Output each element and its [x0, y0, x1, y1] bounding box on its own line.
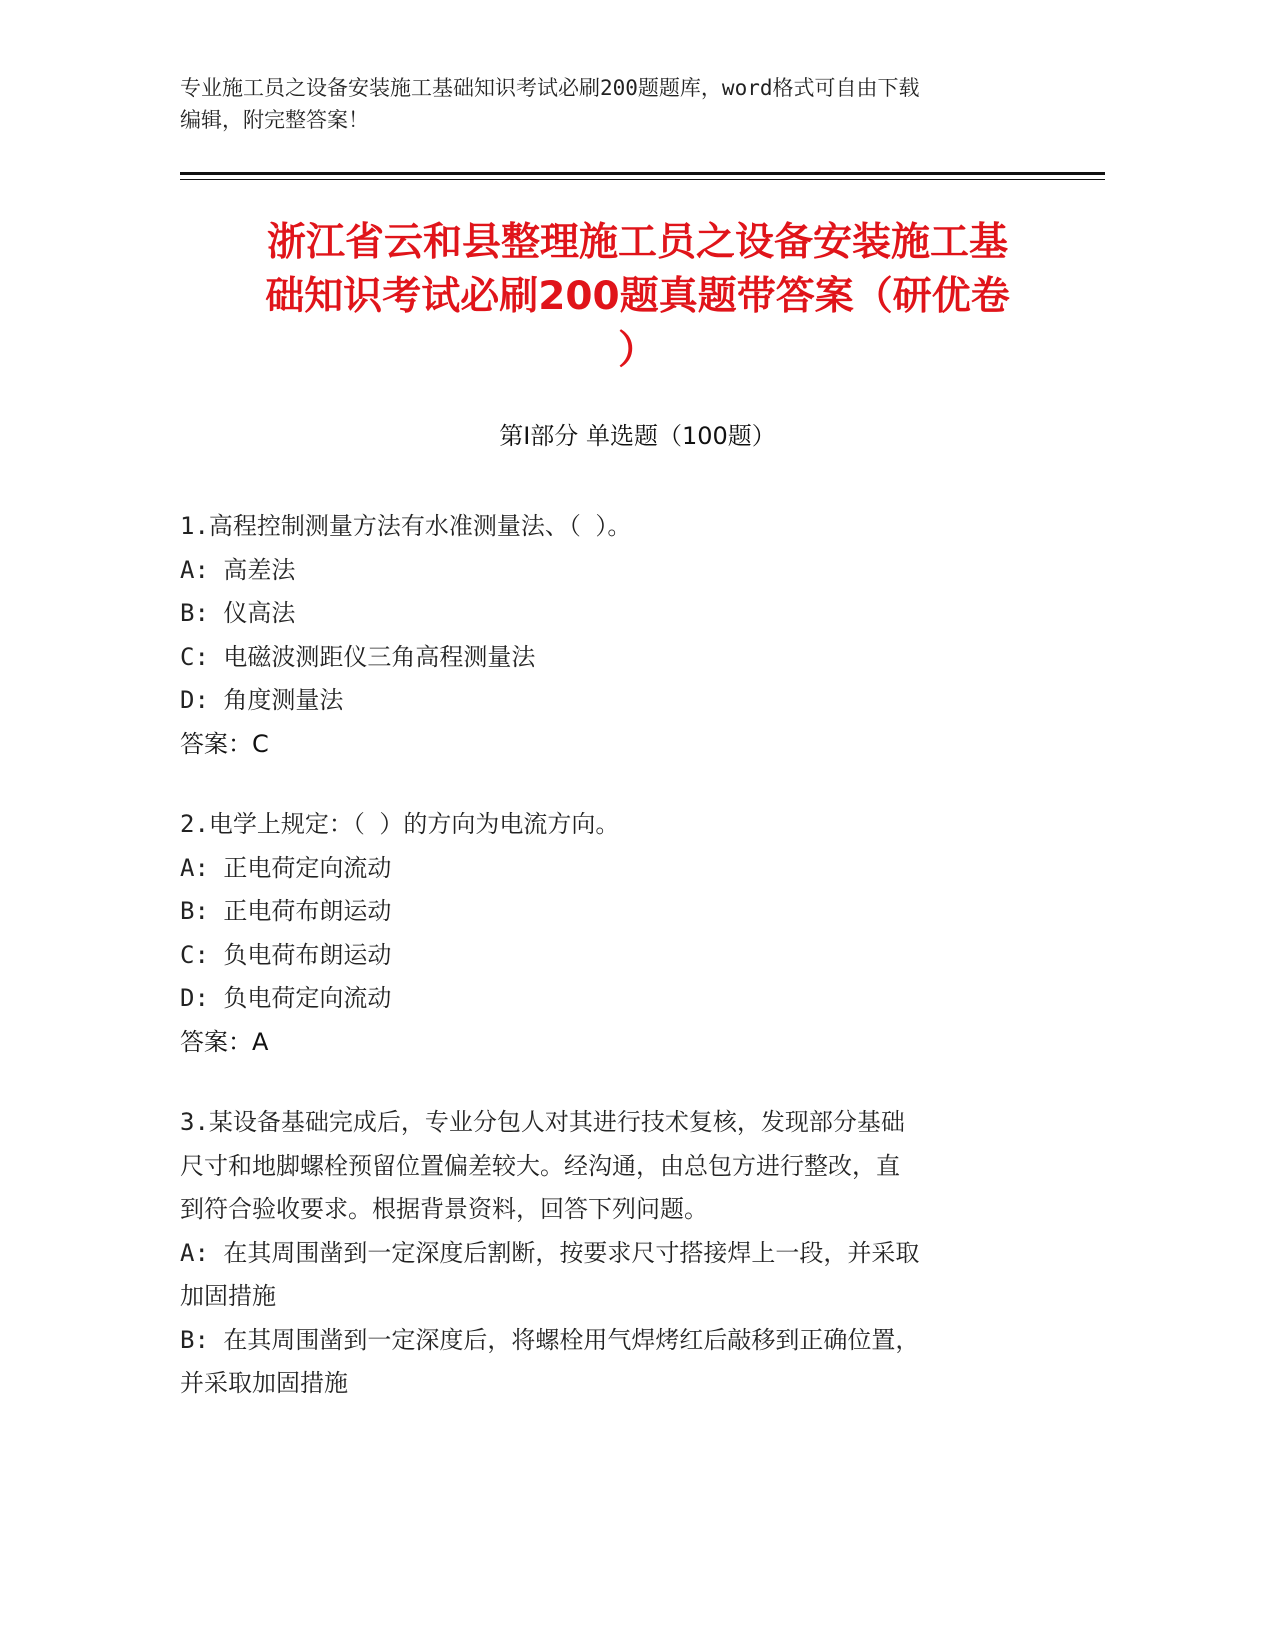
option-b-continued: 并采取加固措施	[180, 1369, 348, 1397]
section-title: 第Ⅰ部分 单选题（100题）	[499, 422, 776, 450]
header-note-line: 编辑，附完整答案！	[180, 108, 369, 132]
option-b: B: 仪高法	[180, 599, 296, 627]
option-c: C: 电磁波测距仪三角高程测量法	[180, 642, 536, 671]
answer: 答案：C	[180, 729, 269, 758]
question-stem-line: 3.某设备基础完成后，专业分包人对其进行技术复核，发现部分基础	[180, 1108, 905, 1136]
option-d: D: 角度测量法	[180, 686, 344, 714]
option-a: A: 在其周围凿到一定深度后割断，按要求尺寸搭接焊上一段，并采取	[180, 1238, 920, 1267]
question-list	[180, 505, 1060, 1443]
title-line: 浙江省云和县整理施工员之设备安装施工基	[266, 220, 1008, 265]
header-divider-thin	[180, 179, 1105, 180]
option-a-continued: 加固措施	[180, 1282, 276, 1310]
question-2	[180, 803, 1060, 1064]
header-divider-thick	[180, 172, 1105, 175]
title-line: ）	[617, 328, 657, 373]
option-a: A: 高差法	[180, 555, 296, 584]
option-b: B: 正电荷布朗运动	[180, 897, 392, 925]
question-1	[180, 505, 1060, 766]
option-b: B: 在其周围凿到一定深度后，将螺栓用气焊烤红后敲移到正确位置，	[180, 1325, 920, 1354]
title-line: 础知识考试必刷200题真题带答案（研优卷	[265, 274, 1010, 319]
document-title	[150, 216, 1125, 378]
option-d: D: 负电荷定向流动	[180, 984, 392, 1012]
question-stem-line: 到符合验收要求。根据背景资料，回答下列问题。	[180, 1195, 708, 1223]
header-note	[180, 72, 1050, 136]
question-stem: 2.电学上规定：（ ）的方向为电流方向。	[180, 810, 620, 838]
question-stem-line: 尺寸和地脚螺栓预留位置偏差较大。经沟通，由总包方进行整改，直	[180, 1151, 900, 1180]
header-note-line: 专业施工员之设备安装施工基础知识考试必刷200题题库，word格式可自由下载	[180, 76, 920, 100]
option-c: C: 负电荷布朗运动	[180, 940, 392, 969]
question-3	[180, 1101, 1060, 1406]
answer: 答案：A	[180, 1027, 269, 1056]
question-stem: 1.高程控制测量方法有水准测量法、（ ）。	[180, 512, 632, 540]
option-a: A: 正电荷定向流动	[180, 853, 392, 882]
